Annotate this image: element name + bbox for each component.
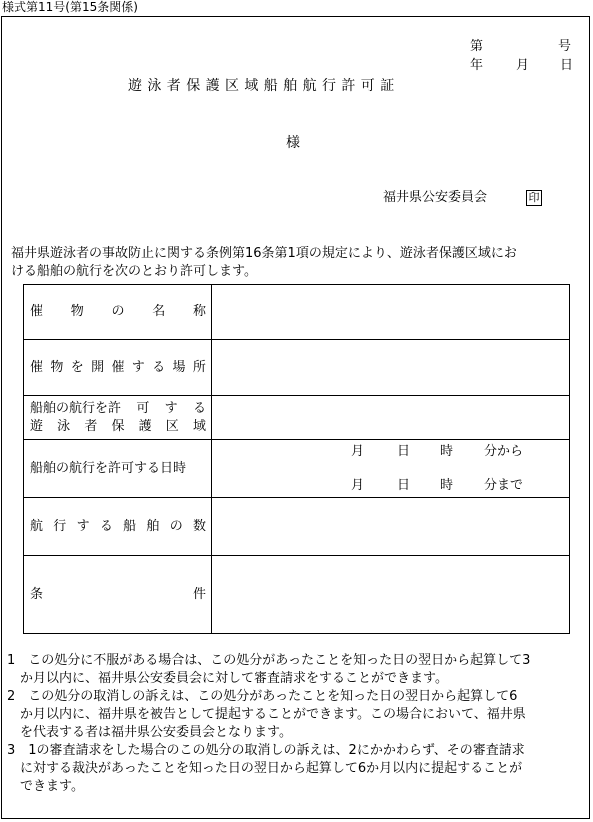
datetime-to: 月 日 時 分まで bbox=[351, 477, 524, 493]
row-event-place bbox=[24, 340, 570, 396]
issuer-name: 福井県公安委員会 bbox=[383, 190, 488, 205]
label-protected-zone: 船舶の航行を許 可 す る 遊 泳 者 保 護 区 域 bbox=[24, 396, 212, 440]
date-month: 月 bbox=[516, 58, 530, 73]
document-title: 遊泳者保護区域船舶航行許可証 bbox=[128, 78, 400, 94]
note-line: 1 この処分に不服がある場合は、この処分があったことを知った日の翌日から起算して3 bbox=[7, 653, 531, 668]
label-conditions: 条 件 bbox=[24, 556, 212, 634]
intro-line: 福井県遊泳者の事故防止に関する条例第16条第1項の規定により、遊泳者保護区域にお bbox=[11, 246, 517, 261]
row-permitted-datetime bbox=[24, 440, 570, 498]
note-line: か月以内に、福井県公安委員会に対して審査請求をすることができます。 bbox=[7, 671, 448, 686]
notes-section bbox=[7, 652, 587, 796]
number-prefix: 第 bbox=[470, 39, 484, 54]
label-event-place: 催 物 を 開 催 す る 場 所 bbox=[24, 340, 212, 396]
number-suffix: 号 bbox=[558, 39, 572, 54]
label-permitted-datetime: 船舶の航行を許可する日時 bbox=[24, 440, 212, 498]
value-event-name[interactable] bbox=[212, 285, 570, 340]
row-conditions bbox=[24, 556, 570, 634]
note-line: か月以内に、福井県を被告として提起することができます。この場合において、福井県 bbox=[7, 707, 526, 722]
datetime-from: 月 日 時 分から bbox=[351, 443, 524, 459]
date-year: 年 bbox=[470, 58, 484, 73]
value-protected-zone[interactable] bbox=[212, 396, 570, 440]
note-line: できます。 bbox=[7, 779, 84, 794]
row-event-name bbox=[24, 285, 570, 340]
label-event-name: 催 物 の 名 称 bbox=[24, 285, 212, 340]
intro-line: ける船舶の航行を次のとおり許可します。 bbox=[11, 264, 257, 279]
note-line: を代表する者は福井県公安委員会となります。 bbox=[7, 725, 292, 740]
label-vessel-count: 航 行 す る 船 舶 の 数 bbox=[24, 498, 212, 556]
note-line: 3 1の審査請求をした場合のこの処分の取消しの訴えは、2にかかわらず、その審査請求 bbox=[7, 743, 525, 758]
form-caption: 様式第11号(第15条関係) bbox=[2, 0, 138, 14]
row-protected-zone bbox=[24, 396, 570, 440]
intro-paragraph bbox=[11, 245, 589, 281]
row-vessel-count bbox=[24, 498, 570, 556]
seal-mark: 印 bbox=[526, 190, 542, 206]
value-permitted-datetime[interactable] bbox=[212, 440, 570, 498]
addressee-suffix: 様 bbox=[286, 135, 300, 151]
date-day: 日 bbox=[560, 58, 574, 73]
note-line: に対する裁決があったことを知った日の翌日から起算して6か月以内に提起することが bbox=[7, 761, 523, 776]
note-line: 2 この処分の取消しの訴えは、この処分があったことを知った日の翌日から起算して6 bbox=[7, 689, 518, 704]
value-event-place[interactable] bbox=[212, 340, 570, 396]
value-conditions[interactable] bbox=[212, 556, 570, 634]
value-vessel-count[interactable] bbox=[212, 498, 570, 556]
permit-table bbox=[23, 284, 570, 634]
